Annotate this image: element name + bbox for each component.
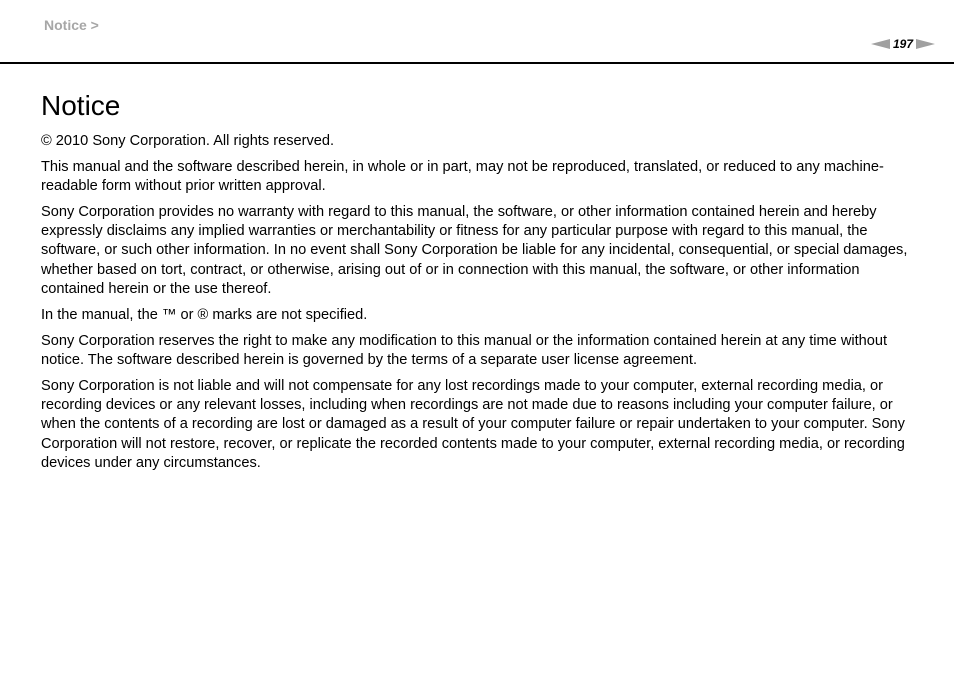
reproduction-paragraph: This manual and the software described herein, in whole or in part, may not be reproduced, translated, or reduced to any machine-readable form without prior written approval. bbox=[41, 158, 884, 195]
breadcrumb[interactable]: Notice > bbox=[44, 17, 99, 33]
page-navigation bbox=[871, 37, 935, 51]
page-number: 197 bbox=[892, 37, 913, 51]
page-title: Notice bbox=[41, 90, 121, 121]
modification-paragraph: Sony Corporation reserves the right to make any modification to this manual or the information contained herein at any time without notice. The software described herein is governed by the terms of a separate user license agreement. bbox=[41, 332, 888, 368]
warranty-paragraph: Sony Corporation provides no warranty with regard to this manual, the software, or other information contained herein and hereby expressly disclaims any implied warranties or merchantability or fitness for any particular purpose with regard to this manual, the software, or such other information. In no event shall Sony Corporation be liable for any incidental, consequential, or special damages, whether based on tort, contract, or otherwise, arising out of or in connection with this manual, the software, or other information contained herein or the use thereof. bbox=[41, 203, 908, 298]
recordings-paragraph: Sony Corporation is not liable and will not compensate for any lost recordings made to your computer, external recording media, or recording devices or any relevant losses, including when recordings are not made due to reasons including your computer failure, or when the contents of a recording are lost or damaged as a result of your computer failure or repair undertaken to your computer. Sony Corporation will not restore, recover, or replicate the recorded contents made to your computer, external recording media, or recording devices under any circumstances. bbox=[41, 377, 905, 471]
next-page-arrow-icon[interactable] bbox=[916, 39, 935, 49]
header-divider bbox=[0, 62, 954, 64]
copyright-paragraph: © 2010 Sony Corporation. All rights reserved. bbox=[41, 133, 335, 149]
notice-body bbox=[41, 132, 921, 480]
trademark-paragraph: In the manual, the ™ or ® marks are not specified. bbox=[41, 306, 368, 323]
previous-page-arrow-icon[interactable] bbox=[871, 39, 890, 49]
